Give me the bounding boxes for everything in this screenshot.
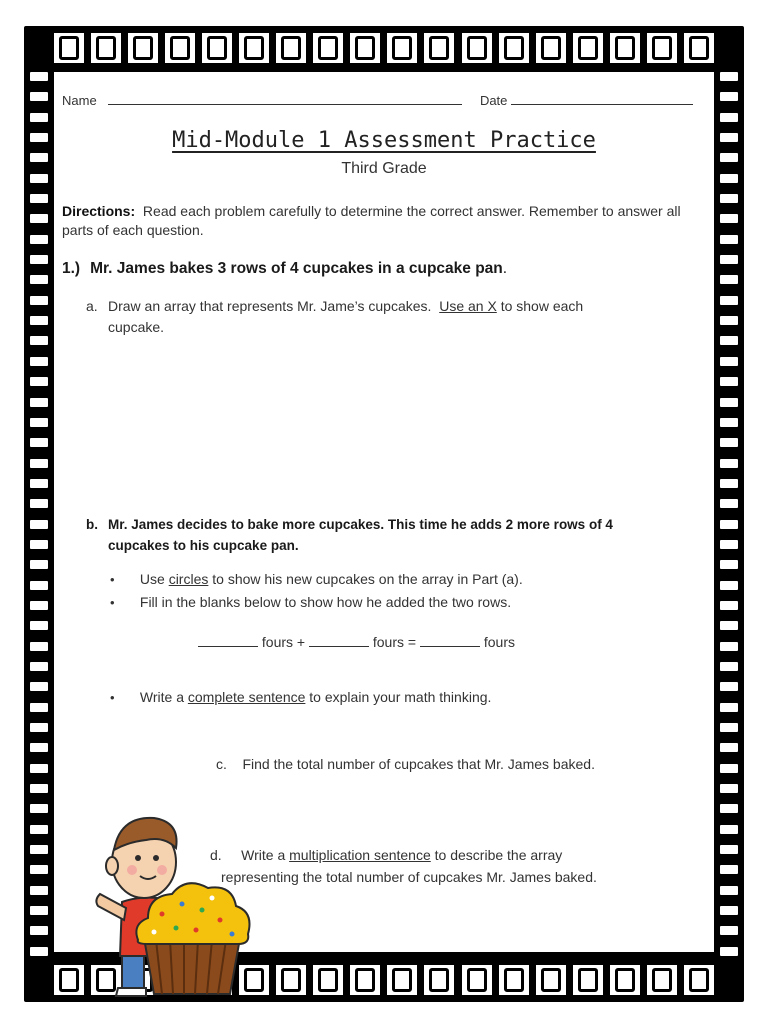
border-stripe <box>720 845 738 854</box>
border-stripe <box>720 296 738 305</box>
border-stripe <box>720 459 738 468</box>
bullet1-text-after: to show his new cupcakes on the array in Part (a). <box>212 571 523 587</box>
part-a-line2: cupcake. <box>108 319 165 335</box>
part-d-emphasis: multiplication sentence <box>289 847 431 863</box>
border-stripe <box>720 865 738 874</box>
border-stripe <box>30 581 48 590</box>
border-stripe <box>720 255 738 264</box>
bullet-item <box>110 689 491 705</box>
border-stripe <box>30 784 48 793</box>
border-tile <box>276 965 306 995</box>
border-tile <box>313 965 343 995</box>
border-stripe <box>30 845 48 854</box>
bullet-item <box>110 568 523 591</box>
part-d-text-after: to describe the array <box>434 847 563 863</box>
question-1-number: 1.) <box>62 260 81 277</box>
border-stripe <box>30 336 48 345</box>
border-stripe <box>720 153 738 162</box>
border-stripe <box>30 540 48 549</box>
border-stripe <box>720 520 738 529</box>
border-stripe <box>720 621 738 630</box>
border-stripe <box>30 662 48 671</box>
border-stripe <box>30 214 48 223</box>
bullet-item <box>110 591 523 614</box>
border-right-band <box>720 72 738 956</box>
part-a-emphasis: Use an X <box>439 298 497 314</box>
border-tile <box>462 33 492 63</box>
border-stripe <box>30 418 48 427</box>
part-a-text: Draw an array that represents Mr. Jame’s cupcakes. <box>108 298 432 314</box>
border-stripe <box>30 316 48 325</box>
border-tile <box>424 33 454 63</box>
part-c-text: Find the total number of cupcakes that Mr. James baked. <box>242 756 595 772</box>
border-stripe <box>30 825 48 834</box>
border-stripe <box>30 174 48 183</box>
part-a-label: a. <box>86 298 98 314</box>
name-label: Name <box>62 93 97 108</box>
question-1-prompt: Mr. James bakes 3 rows of 4 cupcakes in a cupcake pan <box>90 260 503 277</box>
border-stripe <box>30 72 48 81</box>
name-field[interactable] <box>108 92 462 105</box>
border-stripe <box>720 601 738 610</box>
page-title: Mid-Module 1 Assessment Practice <box>172 128 596 153</box>
blank-1[interactable] <box>198 634 258 647</box>
border-tile <box>684 33 714 63</box>
border-tile <box>647 965 677 995</box>
blank-2[interactable] <box>309 634 369 647</box>
border-tile <box>313 33 343 63</box>
part-b-label: b. <box>86 517 98 532</box>
bullet1-text: Use <box>139 571 165 587</box>
border-stripe <box>720 560 738 569</box>
border-stripe <box>720 825 738 834</box>
border-stripe <box>30 438 48 447</box>
part-d-label: d. <box>210 847 222 863</box>
border-tile <box>424 965 454 995</box>
directions: Directions: Read each problem carefully to determine the correct answer. Remember to answer all parts of each question. <box>62 203 681 238</box>
border-tile <box>350 33 380 63</box>
border-tile <box>54 33 84 63</box>
border-tile <box>202 33 232 63</box>
border-stripe <box>30 357 48 366</box>
border-stripe <box>30 479 48 488</box>
border-stripe <box>30 398 48 407</box>
border-stripe <box>720 723 738 732</box>
border-stripe <box>720 418 738 427</box>
border-tile <box>536 33 566 63</box>
border-tile <box>128 33 158 63</box>
border-stripe <box>30 906 48 915</box>
directions-label: Directions <box>62 203 131 219</box>
border-stripe <box>30 153 48 162</box>
part-b-bullets <box>110 568 523 614</box>
border-stripe <box>30 642 48 651</box>
border-stripe <box>720 947 738 956</box>
border-tile <box>165 33 195 63</box>
border-stripe <box>30 113 48 122</box>
fours-equation <box>198 634 515 650</box>
border-tile <box>610 965 640 995</box>
name-date-row <box>62 92 702 108</box>
border-stripe <box>720 886 738 895</box>
border-stripe <box>720 92 738 101</box>
border-stripe <box>720 784 738 793</box>
border-stripe <box>30 194 48 203</box>
border-stripe <box>720 214 738 223</box>
border-stripe <box>30 235 48 244</box>
border-stripe <box>30 296 48 305</box>
border-stripe <box>30 682 48 691</box>
border-stripe <box>720 174 738 183</box>
border-stripe <box>720 235 738 244</box>
part-b <box>86 514 696 556</box>
question-1-period: . <box>502 260 508 277</box>
border-stripe <box>720 581 738 590</box>
equation-term-3: fours <box>483 634 515 650</box>
part-b-line2: cupcakes to his cupcake pan. <box>108 538 299 553</box>
page-subtitle: Third Grade <box>341 160 427 177</box>
border-tile <box>647 33 677 63</box>
part-b-line1: Mr. James decides to bake more cupcakes. This time he adds 2 more rows of 4 <box>108 517 613 532</box>
border-stripe <box>720 357 738 366</box>
border-stripe <box>30 804 48 813</box>
border-stripe <box>720 743 738 752</box>
border-stripe <box>720 194 738 203</box>
border-tile <box>573 33 603 63</box>
border-stripe <box>720 133 738 142</box>
part-d-line2: representing the total number of cupcakes Mr. James baked. <box>221 869 597 885</box>
border-stripe <box>720 804 738 813</box>
part-a-text-after: to show each <box>500 298 584 314</box>
date-label: Date <box>479 93 508 108</box>
border-stripe <box>30 92 48 101</box>
border-tile <box>499 33 529 63</box>
border-stripe <box>720 275 738 284</box>
bullet2-text: Fill in the blanks below to show how he added the two rows. <box>139 594 512 610</box>
border-tile <box>462 965 492 995</box>
border-tile <box>610 33 640 63</box>
worksheet-page <box>54 72 714 952</box>
part-c <box>216 756 595 772</box>
border-stripe <box>720 438 738 447</box>
blank-3[interactable] <box>420 634 480 647</box>
border-stripe <box>30 926 48 935</box>
question-1 <box>62 260 507 278</box>
border-stripe <box>720 398 738 407</box>
border-stripe <box>30 520 48 529</box>
part-a <box>86 296 686 338</box>
equation-term-2: fours = <box>372 634 417 650</box>
border-stripe <box>30 133 48 142</box>
border-tile <box>387 965 417 995</box>
border-stripe <box>720 540 738 549</box>
part-d-text: Write a <box>241 847 286 863</box>
bullet1-emphasis: circles <box>168 571 209 587</box>
border-stripe <box>720 316 738 325</box>
border-tile <box>276 33 306 63</box>
border-stripe <box>720 377 738 386</box>
border-stripe <box>720 113 738 122</box>
border-tile <box>350 965 380 995</box>
border-stripe <box>30 703 48 712</box>
border-tile <box>684 965 714 995</box>
border-tile <box>239 33 269 63</box>
boy-cupcake-clipart <box>92 810 262 1000</box>
border-tile <box>91 33 121 63</box>
bullet3-text-after: to explain your math thinking. <box>309 689 492 705</box>
border-stripe <box>720 499 738 508</box>
border-tile <box>54 965 84 995</box>
part-c-label: c. <box>216 756 227 772</box>
border-stripe <box>30 947 48 956</box>
border-stripe <box>720 906 738 915</box>
border-stripe <box>720 72 738 81</box>
border-stripe <box>30 764 48 773</box>
border-stripe <box>30 865 48 874</box>
border-stripe <box>720 336 738 345</box>
border-stripe <box>720 662 738 671</box>
border-tile <box>499 965 529 995</box>
border-stripe <box>30 743 48 752</box>
border-stripe <box>30 886 48 895</box>
border-stripe <box>720 642 738 651</box>
border-tile <box>536 965 566 995</box>
border-stripe <box>720 682 738 691</box>
border-top-band <box>54 26 714 70</box>
border-stripe <box>30 723 48 732</box>
border-left-band <box>30 72 48 956</box>
directions-text: Read each problem carefully to determine the correct answer. Remember to answer all parts of each question. <box>62 203 681 238</box>
border-stripe <box>30 601 48 610</box>
border-stripe <box>30 377 48 386</box>
border-stripe <box>30 275 48 284</box>
border-stripe <box>720 926 738 935</box>
border-tile <box>573 965 603 995</box>
border-stripe <box>720 703 738 712</box>
bullet3-text: Write a <box>139 689 184 705</box>
part-d <box>210 844 597 888</box>
border-stripe <box>720 764 738 773</box>
border-stripe <box>30 621 48 630</box>
border-stripe <box>30 560 48 569</box>
border-stripe <box>30 499 48 508</box>
date-field[interactable] <box>511 92 693 105</box>
bullet3-emphasis: complete sentence <box>187 689 306 705</box>
border-tile <box>387 33 417 63</box>
equation-term-1: fours + <box>261 634 306 650</box>
border-stripe <box>30 459 48 468</box>
border-stripe <box>30 255 48 264</box>
border-stripe <box>720 479 738 488</box>
